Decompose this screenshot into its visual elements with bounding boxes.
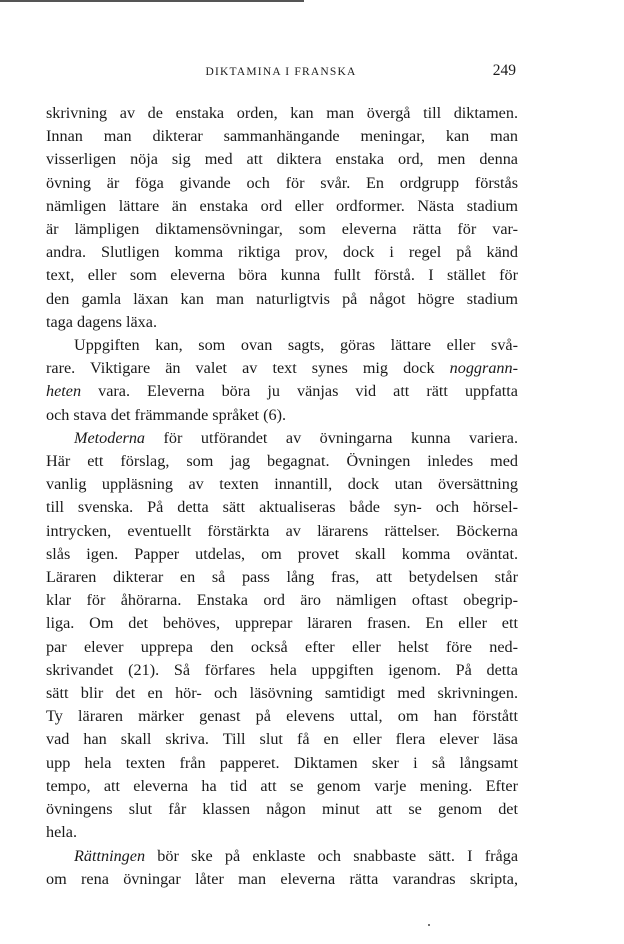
text-line: vanlig uppläsning av texten innantill, dock utan översättning <box>46 475 518 494</box>
text-line: skrivning av de enstaka orden, kan man övergå till diktamen. <box>46 104 518 122</box>
text-line: par elever upprepa den också efter eller helst före ned- <box>46 637 518 656</box>
text-span: för utförandet av övningarna kunna variera. <box>145 428 518 447</box>
text-line: tempo, att eleverna ha tid att se genom varje mening. Efter <box>46 776 518 795</box>
paragraph-1 <box>46 102 518 334</box>
page-number: 249 <box>492 62 516 79</box>
text-line: skrivandet (21). Så förfares hela uppgiften igenom. På detta <box>46 660 518 679</box>
text-line <box>46 380 518 403</box>
text-line: hela. <box>46 823 78 842</box>
text-line: vad han skall skriva. Till slut få en eller flera elever läsa <box>46 730 518 749</box>
text-line: upp hela texten från papperet. Diktamen sker i så långsamt <box>46 753 518 772</box>
text-line: visserligen nöja sig med att diktera enstaka ord, men denna <box>46 150 518 169</box>
emphasis: Metoderna <box>74 428 146 447</box>
text-line: Här ett förslag, som jag begagnat. Övningen inledes med <box>46 452 518 471</box>
paragraph-3 <box>46 427 518 845</box>
text-line: slås igen. Papper utdelas, om provet skall komma oväntat. <box>46 544 518 563</box>
text-span: vara. Eleverna böra ju vänjas vid att rätt uppfatta <box>81 382 518 401</box>
text-line: Uppgiften kan, som ovan sagts, göras lättare eller svå- <box>74 336 518 355</box>
text-line: klar för åhörarna. Enstaka ord äro nämligen oftast obegrip- <box>46 591 518 610</box>
running-title: DIKTAMINA I FRANSKA <box>205 66 357 78</box>
text-line: övning är föga givande och för svår. En ordgrupp förstås <box>46 173 518 192</box>
emphasis: Rättningen <box>74 846 146 865</box>
text-line: andra. Slutligen komma riktiga prov, dock i regel på känd <box>46 243 518 262</box>
paragraph-4 <box>46 845 518 891</box>
text-line: taga dagens läxa. <box>46 312 158 331</box>
text-line: och stava det främmande språket (6). <box>46 405 287 424</box>
page-header <box>46 62 516 86</box>
text-line <box>46 427 518 450</box>
text-line: den gamla läxan kan man naturligtvis på något högre stadium <box>46 289 518 308</box>
text-line: text, eller som eleverna böra kunna fullt förstå. I stället för <box>46 266 518 285</box>
text-span: rare. Viktigare än valet av text synes mig dock <box>46 359 450 378</box>
text-line: intrycken, eventuellt förstärkta av lärarens rättelser. Böckerna <box>46 521 518 540</box>
body-text <box>46 102 518 891</box>
text-line <box>46 845 518 868</box>
text-line <box>46 357 518 380</box>
text-line: är lämpligen diktamensövningar, som eleverna rätta för var- <box>46 220 518 239</box>
speck-mark <box>428 924 430 926</box>
paragraph-2 <box>46 334 518 427</box>
text-line: Innan man dikterar sammanhängande meningar, kan man <box>46 127 518 146</box>
text-line: Läraren dikterar en så pass lång fras, att betydelsen står <box>46 568 518 587</box>
text-span: bör ske på enklaste och snabbaste sätt. I fråga <box>145 846 518 865</box>
top-rule <box>0 0 304 2</box>
text-line: till svenska. På detta sätt aktualiseras både syn- och hörsel- <box>46 498 518 517</box>
text-line: övningens slut får klassen någon minut att se genom det <box>46 800 518 819</box>
emphasis: noggrann- <box>449 359 518 378</box>
text-line: nämligen lättare än enstaka ord eller ordformer. Nästa stadium <box>46 196 518 215</box>
text-line: om rena övningar låter man eleverna rätta varandras skripta, <box>46 869 518 888</box>
text-line: Ty läraren märker genast på elevens uttal, om han förstått <box>46 707 518 726</box>
text-line: liga. Om det behöves, upprepar läraren frasen. En eller ett <box>46 614 518 633</box>
emphasis: heten <box>46 382 82 401</box>
text-line: sätt blir det en hör- och läsövning samtidigt med skrivningen. <box>46 684 518 703</box>
